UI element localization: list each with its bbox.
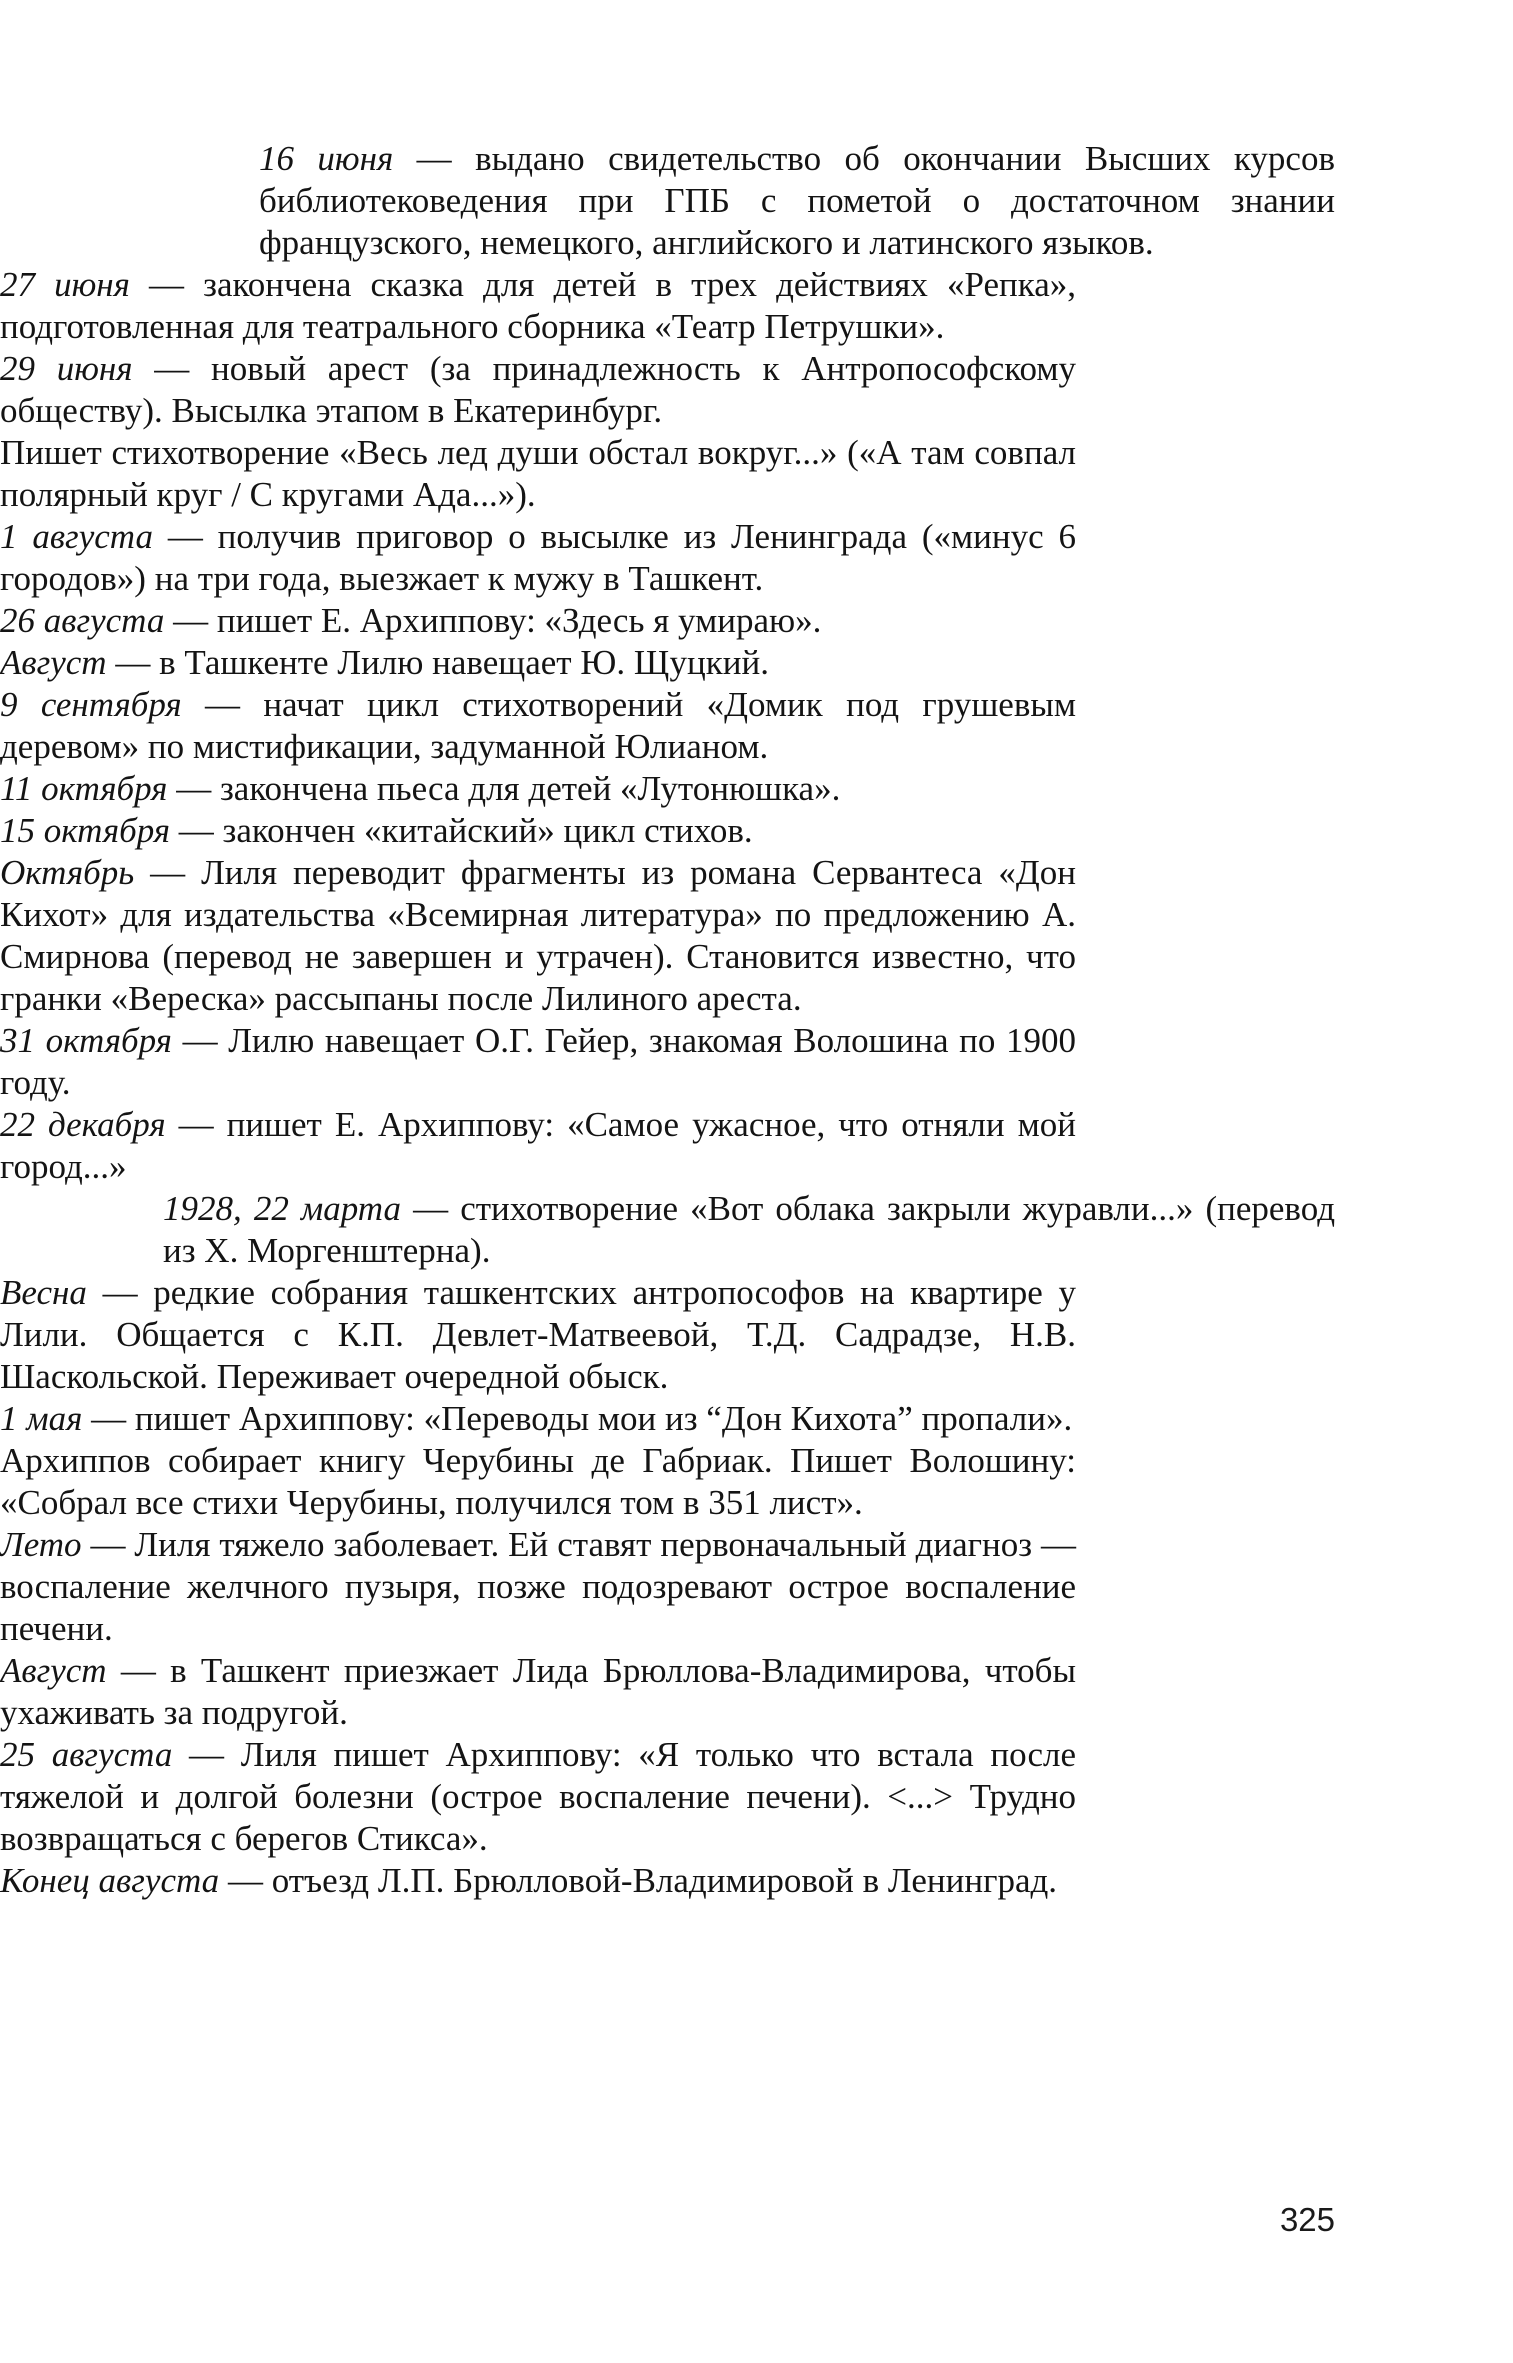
entry-9-september [0,684,1076,768]
entry-date: Август [0,643,107,682]
entry-text: — стихотворение «Вот облака закрыли журавли...» (перевод из Х. Моргенштерна). [163,1189,1335,1270]
entry-text: — пишет Е. Архиппову: «Здесь я умираю». [164,601,822,640]
entry-text: — Лиля тяжело заболевает. Ей ставят первоначальный диагноз — воспаление желчного пузыря, позже подозревают острое воспаление печени. [0,1525,1076,1648]
entry-date: 16 июня [259,139,394,178]
entry-arkhippov-book [0,1440,1076,1524]
entry-date: Лето [0,1525,82,1564]
year-date: 1928, 22 марта [163,1189,402,1228]
entry-text: — закончена пьеса для детей «Лутонюшка». [167,769,841,808]
entry-date: Весна [0,1273,87,1312]
entry-text: Пишет стихотворение «Весь лед души обстал вокруг...» («А там совпал полярный круг / С кругами Ада...»). [0,433,1076,514]
entry-text: — Лилю навещает О.Г. Гейер, знакомая Волошина по 1900 году. [0,1021,1077,1102]
entry-29-june [0,348,1076,432]
entry-text: — Лиля переводит фрагменты из романа Сервантеса «Дон Кихот» для издательства «Всемирная литература» по предложению А. Смирнова (перевод не завершен и утрачен). Становится известно, что гранки «Вереска» рассыпаны после Лилиного ареста. [0,853,1076,1018]
entry-text: Архиппов собирает книгу Черубины де Габриак. Пишет Волошину: «Собрал все стихи Черубины, получился том в 351 лист». [0,1441,1076,1522]
entry-date: 1 мая [0,1399,83,1438]
entry-1-may [0,1398,1076,1440]
entry-spring [0,1272,1076,1398]
entry-31-october [0,1020,1076,1104]
entry-27-june [0,264,1076,348]
entry-date: Октябрь [0,853,135,892]
entry-date: 26 августа [0,601,165,640]
entry-date: 9 сентября [0,685,182,724]
entry-date: 25 августа [0,1735,173,1774]
entry-date: 22 декабря [0,1105,166,1144]
entry-date: 27 июня [0,265,130,304]
entry-summer [0,1524,1076,1650]
entry-october [0,852,1076,1020]
entry-1-august [0,516,1076,600]
entry-august-1928 [0,1650,1076,1734]
entry-text: — получив приговор о высылке из Ленинграда («минус 6 городов») на три года, выезжает к мужу в Ташкент. [0,517,1076,598]
entry-poem-ice [0,432,1076,516]
entry-date: 15 октября [0,811,171,850]
entry-22-december [0,1104,1076,1188]
entry-text: — закончена сказка для детей в трех действиях «Репка», подготовленная для театрального сборника «Театр Петрушки». [0,265,1077,346]
entry-date: 1 августа [0,517,153,556]
entry-date: Август [0,1651,107,1690]
entry-date: 11 октября [0,769,168,808]
entry-25-august [0,1734,1076,1860]
entry-15-october [0,810,1076,852]
entry-text: — закончен «китайский» цикл стихов. [170,811,753,850]
entry-text: — выдано свидетельство об окончании Высших курсов библиотековедения при ГПБ с пометой о достаточном знании французского, немецкого, английского и латинского языков. [259,139,1335,262]
entry-text: — в Ташкенте Лилю навещает Ю. Щуцкий. [106,643,769,682]
entry-august [0,642,1076,684]
entry-1928-22-march [163,1188,1335,1272]
entry-text: — Лиля пишет Архиппову: «Я только что встала после тяжелой и долгой болезни (острое воспаление печени). <...> Трудно возвращаться с берегов Стикса». [0,1735,1076,1858]
entry-16-june [259,138,1335,264]
entry-11-october [0,768,1076,810]
entry-text: — редкие собрания ташкентских антропософов на квартире у Лили. Общается с К.П. Девлет-Матвеевой, Т.Д. Садрадзе, Н.В. Шаскольской. Переживает очередной обыск. [0,1273,1076,1396]
entry-text: — пишет Архиппову: «Переводы мои из “Дон Кихота” пропали». [82,1399,1073,1438]
entry-26-august [0,600,1076,642]
entry-text: — пишет Е. Архиппову: «Самое ужасное, что отняли мой город...» [0,1105,1077,1186]
entry-end-august [0,1860,1076,1902]
entry-text: — начат цикл стихотворений «Домик под грушевым деревом» по мистификации, задуманной Юлианом. [0,685,1077,766]
entry-text: — отъезд Л.П. Брюлловой-Владимировой в Ленинград. [219,1861,1058,1900]
entry-text: — в Ташкент приезжает Лида Брюллова-Владимирова, чтобы ухаживать за подругой. [0,1651,1076,1732]
chronology-text [0,138,1513,1902]
entry-date: 31 октября [0,1021,172,1060]
entry-date: 29 июня [0,349,133,388]
entry-date: Конец августа [0,1861,220,1900]
entry-text: — новый арест (за принадлежность к Антропософскому обществу). Высылка этапом в Екатеринбург. [0,349,1076,430]
page-number: 325 [1279,2201,1335,2238]
